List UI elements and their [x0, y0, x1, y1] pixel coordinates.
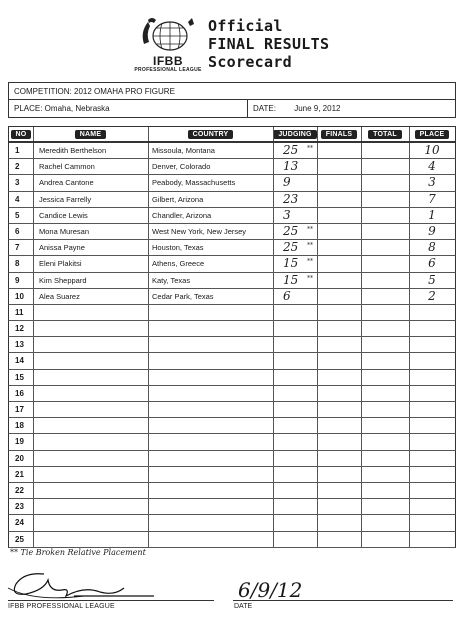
competitor-country: Cedar Park, Texas	[152, 291, 214, 301]
competitor-country	[152, 402, 272, 417]
competitor-name	[39, 467, 147, 482]
judging-score: 3	[283, 207, 291, 222]
row-number: 3	[15, 178, 20, 188]
logo-subtitle: PROFESSIONAL LEAGUE	[134, 67, 202, 73]
row-number: 23	[15, 502, 24, 512]
table-row	[8, 159, 456, 175]
header-place	[409, 127, 455, 142]
competitor-country	[152, 532, 272, 547]
competitor-name	[39, 337, 147, 352]
competitor-name	[39, 386, 147, 401]
date-label: DATE:	[253, 104, 276, 113]
competitor-name: Jessica Farrelly	[39, 194, 92, 204]
competitor-name	[39, 305, 147, 320]
competitor-country	[152, 418, 272, 433]
competitor-name	[39, 418, 147, 433]
row-number: 22	[15, 485, 24, 495]
competitor-country: Chandler, Arizona	[152, 210, 212, 220]
competitor-country	[152, 434, 272, 449]
column-divider	[273, 143, 274, 158]
final-place: 1	[428, 207, 436, 222]
row-number: 21	[15, 469, 24, 479]
handwritten-date: 6/9/12	[238, 578, 303, 602]
tie-break-mark	[307, 467, 319, 482]
column-divider	[361, 386, 362, 401]
tie-break-mark	[307, 321, 319, 336]
column-divider	[361, 370, 362, 385]
column-divider	[273, 337, 274, 352]
column-divider	[273, 467, 274, 482]
column-divider	[148, 208, 149, 223]
column-divider	[148, 515, 149, 530]
tie-break-mark	[307, 532, 319, 547]
column-divider	[361, 256, 362, 271]
row-number: 25	[15, 534, 24, 544]
tie-break-mark: **	[307, 225, 313, 233]
tie-break-footnote: ** Tie Broken Relative Placement	[10, 548, 146, 557]
column-divider	[361, 159, 362, 174]
competitor-name: Meredith Berthelson	[39, 146, 107, 155]
column-divider	[148, 256, 149, 271]
column-divider	[361, 337, 362, 352]
competitor-name: Anissa Payne	[39, 243, 85, 253]
final-place: 2	[428, 288, 436, 303]
competitor-name: Mona Muresan	[39, 226, 90, 236]
signature-label: IFBB PROFESSIONAL LEAGUE	[8, 603, 115, 610]
final-place	[409, 483, 455, 498]
judging-score: 23	[283, 191, 299, 206]
header-judging-label: JUDGING	[273, 130, 316, 139]
column-divider	[273, 483, 274, 498]
column-divider	[273, 532, 274, 547]
column-divider	[148, 451, 149, 466]
final-place: 4	[428, 159, 436, 174]
row-number: 4	[15, 194, 20, 204]
judging-score: 15	[283, 272, 299, 287]
competitor-name	[39, 483, 147, 498]
competitor-country: Denver, Colorado	[152, 162, 211, 172]
tie-break-mark	[307, 434, 319, 449]
tie-break-mark	[307, 159, 319, 174]
column-divider	[148, 175, 149, 190]
judging-score: 6	[283, 288, 291, 303]
table-body	[8, 143, 456, 548]
column-divider	[273, 289, 274, 304]
column-divider	[361, 353, 362, 368]
column-divider	[273, 224, 274, 239]
competition-info-box	[8, 82, 456, 118]
column-divider	[273, 353, 274, 368]
column-divider	[361, 451, 362, 466]
tie-break-mark	[307, 208, 319, 223]
column-divider	[148, 289, 149, 304]
table-row	[8, 434, 456, 450]
table-row	[8, 337, 456, 353]
header-name	[33, 127, 148, 142]
competitor-country: West New York, New Jersey	[152, 226, 247, 236]
column-divider	[148, 467, 149, 482]
header-total-label: TOTAL	[368, 130, 402, 139]
competitor-country	[152, 305, 272, 320]
final-place	[409, 499, 455, 514]
table-row	[8, 418, 456, 434]
competitor-country	[152, 386, 272, 401]
competitor-name	[39, 532, 147, 547]
table-row	[8, 386, 456, 402]
column-divider	[361, 175, 362, 190]
logo-text: IFBB	[153, 54, 183, 68]
judging-score: 25	[283, 223, 299, 238]
column-divider	[148, 240, 149, 255]
tie-break-mark: **	[307, 258, 313, 266]
row-number: 12	[15, 324, 24, 334]
column-divider	[148, 418, 149, 433]
column-divider	[273, 127, 274, 141]
column-divider	[148, 143, 149, 158]
row-number: 13	[15, 340, 24, 350]
table-row	[8, 467, 456, 483]
final-place	[409, 451, 455, 466]
tie-break-mark	[307, 483, 319, 498]
competitor-country	[152, 451, 272, 466]
table-row	[8, 321, 456, 337]
final-place	[409, 353, 455, 368]
final-place: 8	[428, 240, 436, 255]
title-line-1: Official	[208, 17, 283, 35]
column-divider	[273, 192, 274, 207]
competitor-name: Candice Lewis	[39, 210, 88, 220]
page-title	[208, 17, 329, 71]
tie-break-mark	[307, 192, 319, 207]
row-number: 16	[15, 388, 24, 398]
column-divider	[273, 499, 274, 514]
header-place-label: PLACE	[415, 130, 450, 139]
table-header-row	[8, 126, 456, 143]
column-divider	[148, 224, 149, 239]
column-divider	[273, 175, 274, 190]
final-place	[409, 305, 455, 320]
column-divider	[361, 305, 362, 320]
column-divider	[148, 337, 149, 352]
competitor-name	[39, 370, 147, 385]
column-divider	[148, 305, 149, 320]
competitor-country	[152, 483, 272, 498]
place-field: PLACE: Omaha, Nebraska	[14, 104, 110, 113]
final-place: 7	[428, 191, 436, 206]
column-divider	[273, 305, 274, 320]
row-number: 10	[15, 291, 24, 301]
table-row	[8, 483, 456, 499]
row-number: 8	[15, 259, 20, 269]
tie-break-mark	[307, 175, 319, 190]
table-row	[8, 305, 456, 321]
table-row	[8, 451, 456, 467]
column-divider	[273, 434, 274, 449]
header-number-label: NO	[11, 130, 32, 139]
row-number: 2	[15, 162, 20, 172]
final-place	[409, 532, 455, 547]
table-row	[8, 499, 456, 515]
final-place: 10	[424, 143, 440, 157]
column-divider	[361, 192, 362, 207]
column-divider	[148, 321, 149, 336]
final-place	[409, 402, 455, 417]
column-divider	[361, 289, 362, 304]
column-divider	[148, 386, 149, 401]
column-divider	[148, 532, 149, 547]
table-row	[8, 532, 456, 548]
competitor-country	[152, 499, 272, 514]
date-value: June 9, 2012	[294, 104, 341, 113]
tie-break-mark: **	[307, 274, 313, 282]
row-number: 7	[15, 243, 20, 253]
table-row	[8, 402, 456, 418]
competitor-country: Missoula, Montana	[152, 146, 215, 155]
judging-score: 15	[283, 256, 299, 271]
column-divider	[361, 224, 362, 239]
final-place: 9	[428, 223, 436, 238]
competitor-name: Alea Suarez	[39, 291, 80, 301]
tie-break-mark	[307, 337, 319, 352]
table-row	[8, 240, 456, 256]
column-divider	[361, 273, 362, 288]
row-number: 15	[15, 372, 24, 382]
tie-break-mark: **	[307, 145, 313, 152]
column-divider	[273, 273, 274, 288]
judging-score: 13	[283, 159, 299, 174]
row-number: 9	[15, 275, 20, 285]
competitor-name	[39, 353, 147, 368]
competitor-country	[152, 467, 272, 482]
final-place: 6	[428, 256, 436, 271]
row-number: 11	[15, 307, 24, 317]
tie-break-mark	[307, 451, 319, 466]
table-row	[8, 175, 456, 191]
column-divider	[317, 127, 318, 141]
column-divider	[273, 240, 274, 255]
title-line-2: FINAL RESULTS	[208, 35, 330, 53]
header-country	[148, 127, 273, 142]
tie-break-mark	[307, 370, 319, 385]
column-divider	[273, 402, 274, 417]
tie-break-mark	[307, 386, 319, 401]
column-divider	[148, 402, 149, 417]
tie-break-mark	[307, 305, 319, 320]
competitor-country	[152, 370, 272, 385]
column-divider	[273, 418, 274, 433]
competitor-name: Eleni Plakitsi	[39, 259, 82, 269]
title-line-3: Scorecard	[208, 53, 292, 71]
table-row	[8, 224, 456, 240]
column-divider	[273, 321, 274, 336]
tie-break-mark	[307, 499, 319, 514]
table-row	[8, 256, 456, 272]
column-divider	[148, 273, 149, 288]
results-table	[8, 126, 456, 548]
competitor-country	[152, 337, 272, 352]
competitor-country	[152, 515, 272, 530]
column-divider	[148, 499, 149, 514]
place-date-row	[9, 100, 455, 118]
competitor-country: Peabody, Massachusetts	[152, 178, 236, 188]
table-row	[8, 143, 456, 159]
header-judging	[273, 127, 317, 142]
final-place	[409, 386, 455, 401]
competitor-name: Kim Sheppard	[39, 275, 87, 285]
date-field	[247, 100, 340, 118]
column-divider	[361, 532, 362, 547]
judging-score: 25	[283, 240, 299, 255]
table-row	[8, 192, 456, 208]
competitor-country: Houston, Texas	[152, 243, 204, 253]
column-divider	[273, 515, 274, 530]
column-divider	[361, 499, 362, 514]
competitor-country	[152, 321, 272, 336]
row-number: 1	[15, 146, 20, 155]
table-row	[8, 370, 456, 386]
competitor-name	[39, 402, 147, 417]
column-divider	[361, 467, 362, 482]
footer-date-label: DATE	[234, 603, 253, 610]
final-place: 5	[428, 272, 436, 287]
column-divider	[273, 451, 274, 466]
competitor-country: Gilbert, Arizona	[152, 194, 204, 204]
column-divider	[361, 434, 362, 449]
final-place	[409, 321, 455, 336]
header-country-label: COUNTRY	[188, 130, 234, 139]
table-row	[8, 273, 456, 289]
tie-break-mark: **	[307, 242, 313, 250]
column-divider	[361, 240, 362, 255]
signature-line	[8, 600, 214, 601]
column-divider	[148, 353, 149, 368]
final-place	[409, 337, 455, 352]
competitor-name: Andrea Cantone	[39, 178, 94, 188]
header-total	[361, 127, 409, 142]
header-number	[9, 127, 33, 142]
competitor-country: Katy, Texas	[152, 275, 191, 285]
column-divider	[148, 434, 149, 449]
column-divider	[361, 515, 362, 530]
competitor-name: Rachel Cammon	[39, 162, 95, 172]
competitor-country	[152, 353, 272, 368]
row-number: 17	[15, 405, 24, 414]
column-divider	[33, 127, 34, 141]
final-place	[409, 434, 455, 449]
column-divider	[148, 127, 149, 141]
row-number: 5	[15, 210, 20, 220]
column-divider	[273, 370, 274, 385]
tie-break-mark	[307, 353, 319, 368]
table-row	[8, 353, 456, 369]
column-divider	[273, 386, 274, 401]
judging-score: 25	[283, 143, 299, 157]
column-divider	[148, 483, 149, 498]
column-divider	[148, 370, 149, 385]
column-divider	[361, 208, 362, 223]
competitor-name	[39, 515, 147, 530]
tie-break-mark	[307, 289, 319, 304]
competitor-name	[39, 451, 147, 466]
judging-score: 9	[283, 175, 291, 190]
final-place	[409, 467, 455, 482]
header-finals	[317, 127, 361, 142]
row-number: 18	[15, 421, 24, 431]
row-number: 14	[15, 356, 24, 366]
column-divider	[361, 143, 362, 158]
final-place	[409, 418, 455, 433]
final-place	[409, 370, 455, 385]
row-number: 20	[15, 453, 24, 463]
competitor-name	[39, 434, 147, 449]
competition-field: COMPETITION: 2012 OMAHA PRO FIGURE	[9, 83, 455, 100]
column-divider	[273, 256, 274, 271]
competitor-name	[39, 499, 147, 514]
table-row	[8, 289, 456, 305]
final-place	[409, 515, 455, 530]
header-name-label: NAME	[75, 130, 106, 139]
header-finals-label: FINALS	[321, 130, 357, 139]
tie-break-mark	[307, 402, 319, 417]
competitor-country: Athens, Greece	[152, 259, 205, 269]
tie-break-mark	[307, 515, 319, 530]
column-divider	[409, 127, 410, 141]
competitor-name	[39, 321, 147, 336]
row-number: 6	[15, 226, 20, 236]
tie-break-mark	[307, 418, 319, 433]
row-number: 24	[15, 518, 24, 528]
column-divider	[361, 483, 362, 498]
column-divider	[273, 208, 274, 223]
column-divider	[148, 159, 149, 174]
table-row	[8, 208, 456, 224]
table-row	[8, 515, 456, 531]
date-signature-line	[233, 600, 453, 601]
final-place: 3	[428, 175, 436, 190]
column-divider	[273, 159, 274, 174]
row-number: 19	[15, 437, 24, 447]
column-divider	[361, 321, 362, 336]
column-divider	[361, 418, 362, 433]
column-divider	[361, 402, 362, 417]
column-divider	[361, 127, 362, 141]
column-divider	[148, 192, 149, 207]
